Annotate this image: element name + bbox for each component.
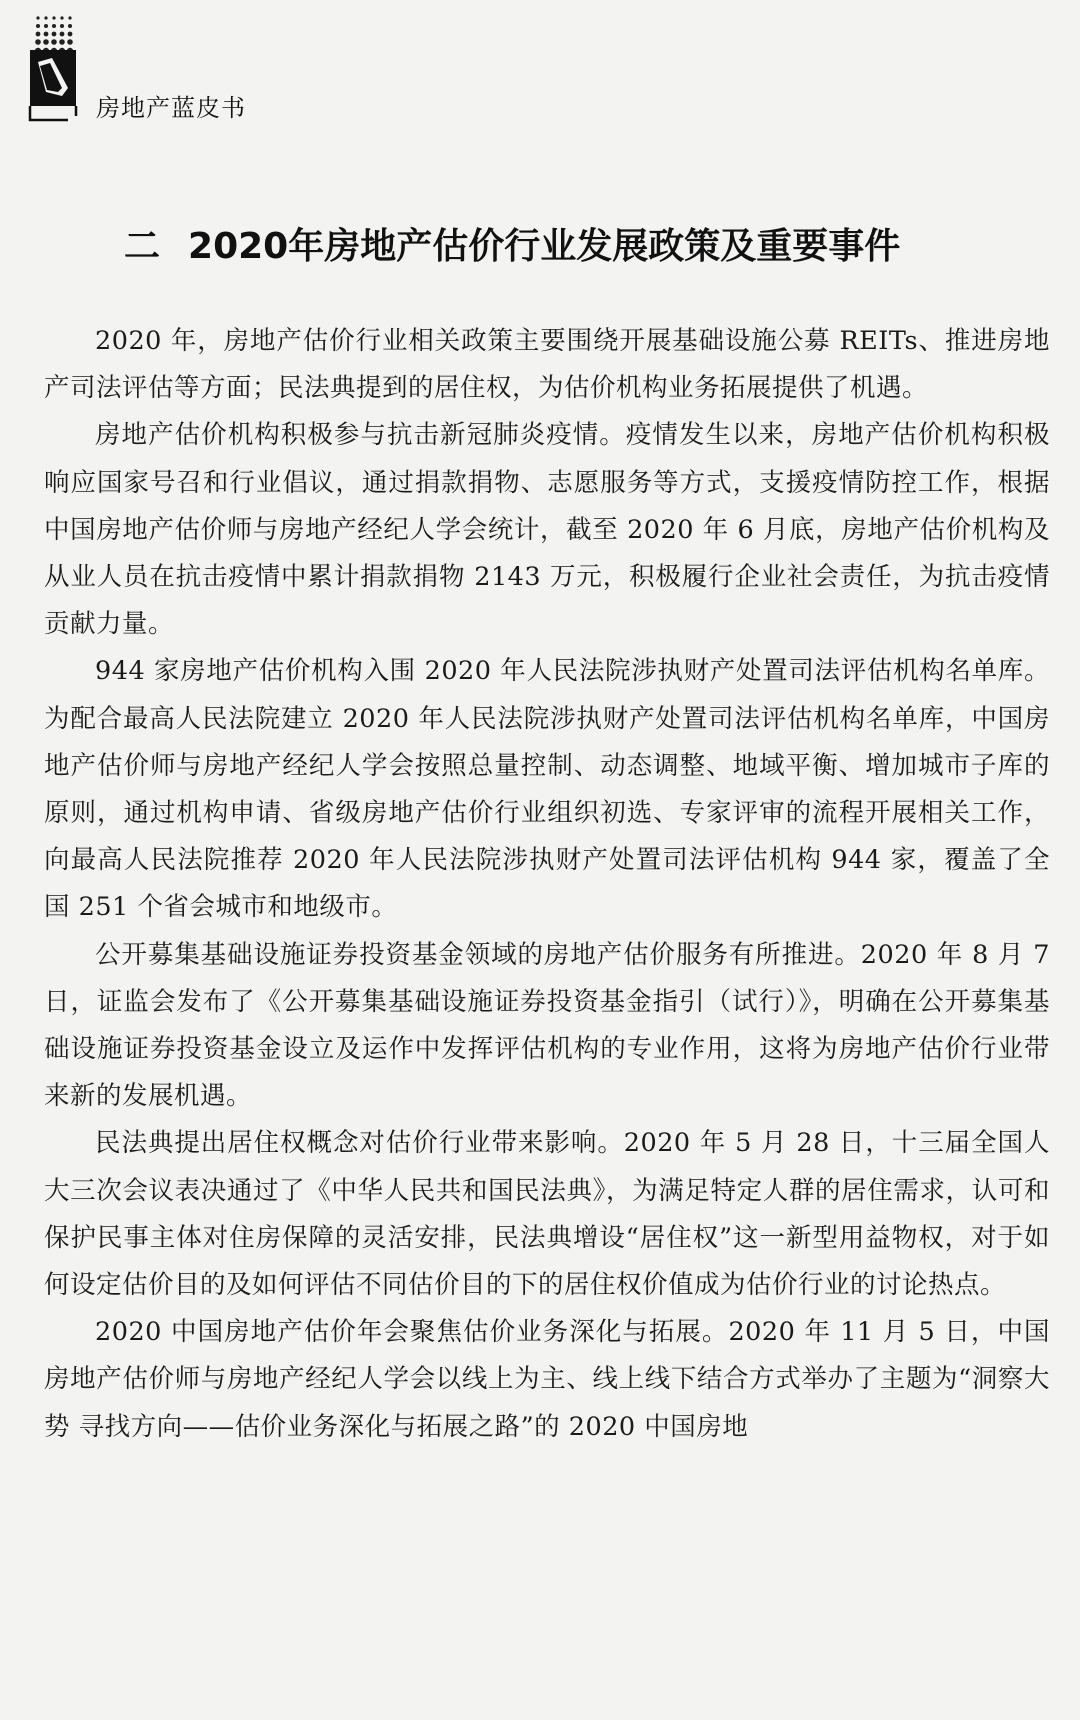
paragraph: 2020 中国房地产估价年会聚焦估价业务深化与拓展。2020 年 11 月 5 日，中国房地产估价师与房地产经纪人学会以线上为主、线上线下结合方式举办了主题为“洞察大势 寻找方向——估价业务深化与拓展之路”的 2020 中国房地: [44, 1317, 1050, 1442]
paragraph: 2020 年，房地产估价行业相关政策主要围绕开展基础设施公募 REITs、推进房地产司法评估等方面；民法典提到的居住权，为估价机构业务拓展提供了机遇。: [44, 326, 1050, 404]
section-heading: [124, 218, 1004, 269]
section-title: 2020年房地产估价行业发展政策及重要事件: [188, 226, 901, 267]
paragraph: 944 家房地产估价机构入围 2020 年人民法院涉执财产处置司法评估机构名单库。为配合最高人民法院建立 2020 年人民法院涉执财产处置司法评估机构名单库，中国房地产估价师与房地产经纪人学会按照总量控制、动态调整、地域平衡、增加城市子库的原则，通过机构申请、省级房地产估价行业组织初选、专家评审的流程开展相关工作，向最高人民法院推荐 2020 年人民法院涉执财产处置司法评估机构 944 家，覆盖了全国 251 个省会城市和地级市。: [44, 656, 1050, 923]
paragraph: 房地产估价机构积极参与抗击新冠肺炎疫情。疫情发生以来，房地产估价机构积极响应国家号召和行业倡议，通过捐款捐物、志愿服务等方式，支援疫情防控工作，根据中国房地产估价师与房地产经纪人学会统计，截至 2020 年 6 月底，房地产估价机构及从业人员在抗击疫情中累计捐款捐物 2143 万元，积极履行企业社会责任，为抗击疫情贡献力量。: [44, 420, 1050, 640]
running-head: 房地产蓝皮书: [96, 94, 246, 122]
paragraph: 公开募集基础设施证券投资基金领域的房地产估价服务有所推进。2020 年 8 月 7 日，证监会发布了《公开募集基础设施证券投资基金指引（试行）》，明确在公开募集基础设施证券投资基金设立及运作中发挥评估机构的专业作用，这将为房地产估价行业带来新的发展机遇。: [44, 939, 1050, 1112]
body-text: [44, 318, 1050, 1451]
paragraph: 民法典提出居住权概念对估价行业带来影响。2020 年 5 月 28 日，十三届全国人大三次会议表决通过了《中华人民共和国民法典》，为满足特定人群的居住需求，认可和保护民事主体对住房保障的灵活安排，民法典增设“居住权”这一新型用益物权，对于如何设定估价目的及如何评估不同估价目的下的居住权价值成为估价行业的讨论热点。: [44, 1128, 1050, 1301]
book-corner-icon: [28, 48, 80, 122]
section-number: 二: [124, 226, 161, 267]
